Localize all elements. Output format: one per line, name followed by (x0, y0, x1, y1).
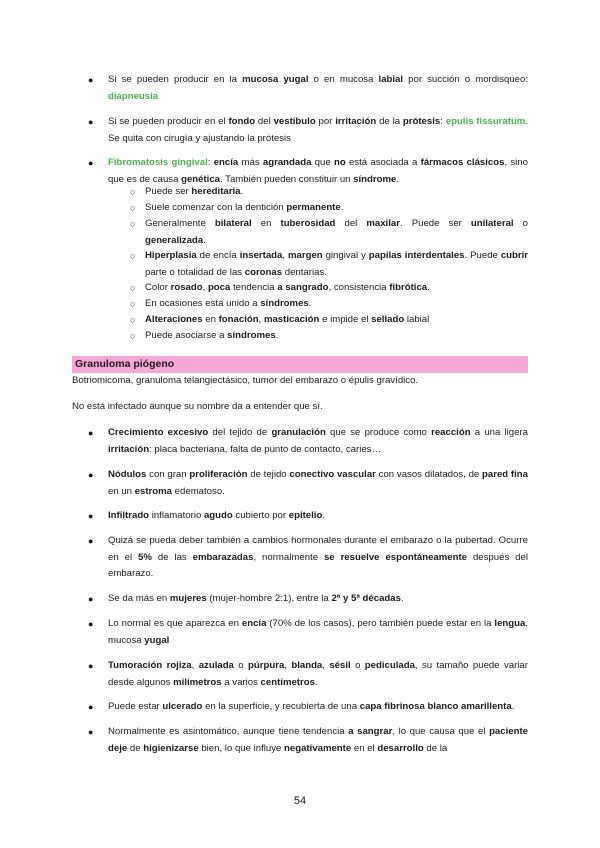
bullet-dot: ● (88, 470, 94, 480)
bullet-text: Quizá se pueda deber también a cambios hormonales durante el embarazo o la pubertad. Ocurre en el 5% de las embarazadas, normalmente se resuelve espontáneamente después del embarazo. (108, 535, 528, 579)
sub-bullet-marker: ○ (130, 315, 136, 325)
bullet-text: Normalmente es asintomático, aunque tiene tendencia a sangrar, lo que causa que el paciente deje de higienizarse bien, lo que influye negativamente en el desarrollo de la (108, 726, 528, 754)
bullet-dot: ● (88, 702, 94, 712)
bullet-dot: ● (88, 158, 94, 168)
bullet-dot: ● (88, 594, 94, 604)
sub-bullet-marker: ○ (130, 299, 136, 309)
bullet-text-epulis: Si se pueden producir en el fondo del vestíbulo por irritación de la prótesis: epulis fissuratum. Se quita con cirugía y ajustando la prótesis (108, 116, 529, 144)
section-heading: Granuloma piógeno (72, 356, 528, 373)
sub-bullet-text: Puede asociarse a síndromes. (145, 330, 279, 341)
intro-paragraph: No está infectado aunque su nombre da a entender que sí. (72, 401, 323, 412)
intro-paragraph: Botriomicoma, granuloma telangiectásico, tumor del embarazo o épulis gravídico. (72, 375, 419, 386)
sub-bullet-text: En ocasiones está unido a síndromes. (145, 298, 312, 309)
sub-bullet-text: Hiperplasia de encía insertada, margen gingival y papilas interdentales. Puede cubrir parte o totalidad de las coronas dentarias. (145, 250, 529, 278)
sub-bullet-marker: ○ (130, 219, 136, 229)
bullet-text: Infiltrado inflamatorio agudo cubierto por epitelio. (108, 510, 326, 521)
bullet-dot: ● (88, 428, 94, 438)
sub-bullet-text: Alteraciones en fonación, masticación e impide el sellado labial (145, 314, 430, 325)
bullet-dot: ● (88, 619, 94, 629)
bullet-text: Crecimiento excesivo del tejido de granulación que se produce como reacción a una ligera irritación: placa bacteriana, falta de punto de contacto, caries… (108, 427, 528, 455)
bullet-text: Lo normal es que aparezca en encía (70% de los casos), pero también puede estar en la lengua, mucosa yugal (108, 618, 528, 646)
bullet-text: Tumoración rojiza, azulada o púrpura, blanda, sésil o pediculada, su tamaño puede variar desde algunos milímetros a varios centímetros. (108, 660, 528, 688)
sub-bullet-marker: ○ (130, 283, 136, 293)
sub-bullet-marker: ○ (130, 331, 136, 341)
bullet-text-diapneusia: Si se pueden producir en la mucosa yugal o en mucosa labial por succión o mordisqueo: diapneusia (108, 74, 528, 102)
bullet-text-fibromatosis: Fibromatosis gingival: encía más agrandada que no está asociada a fármacos clásicos, sino que es de causa genética. También pueden constituir un síndrome. (108, 157, 528, 185)
sub-bullet-text: Puede ser hereditaria. (145, 186, 244, 197)
sub-bullet-text: Color rosado, poca tendencia a sangrado, consistencia fibrótica. (145, 282, 430, 293)
bullet-dot: ● (88, 511, 94, 521)
bullet-dot: ● (88, 536, 94, 546)
bullet-dot: ● (88, 117, 94, 127)
sub-bullet-marker: ○ (130, 187, 136, 197)
bullet-dot: ● (88, 661, 94, 671)
bullet-dot: ● (88, 727, 94, 737)
bullet-dot: ● (88, 75, 94, 85)
bullet-text: Puede estar ulcerado en la superficie, y recubierta de una capa fibrinosa blanco amarillenta. (108, 701, 515, 712)
page-number: 54 (293, 795, 307, 807)
bullet-text: Nódulos con gran proliferación de tejido conectivo vascular con vasos dilatados, de pared fina en un estroma edematoso. (108, 469, 528, 497)
sub-bullet-text: Suele comenzar con la dentición permanente. (145, 202, 344, 213)
sub-bullet-marker: ○ (130, 203, 136, 213)
sub-bullet-text: Generalmente bilateral en tuberosidad del maxilar. Puede ser unilateral o generalizada. (145, 218, 528, 246)
bullet-text: Se da más en mujeres (mujer-hombre 2:1), entre la 2ª y 5ª décadas. (108, 593, 404, 604)
sub-bullet-marker: ○ (130, 251, 136, 261)
